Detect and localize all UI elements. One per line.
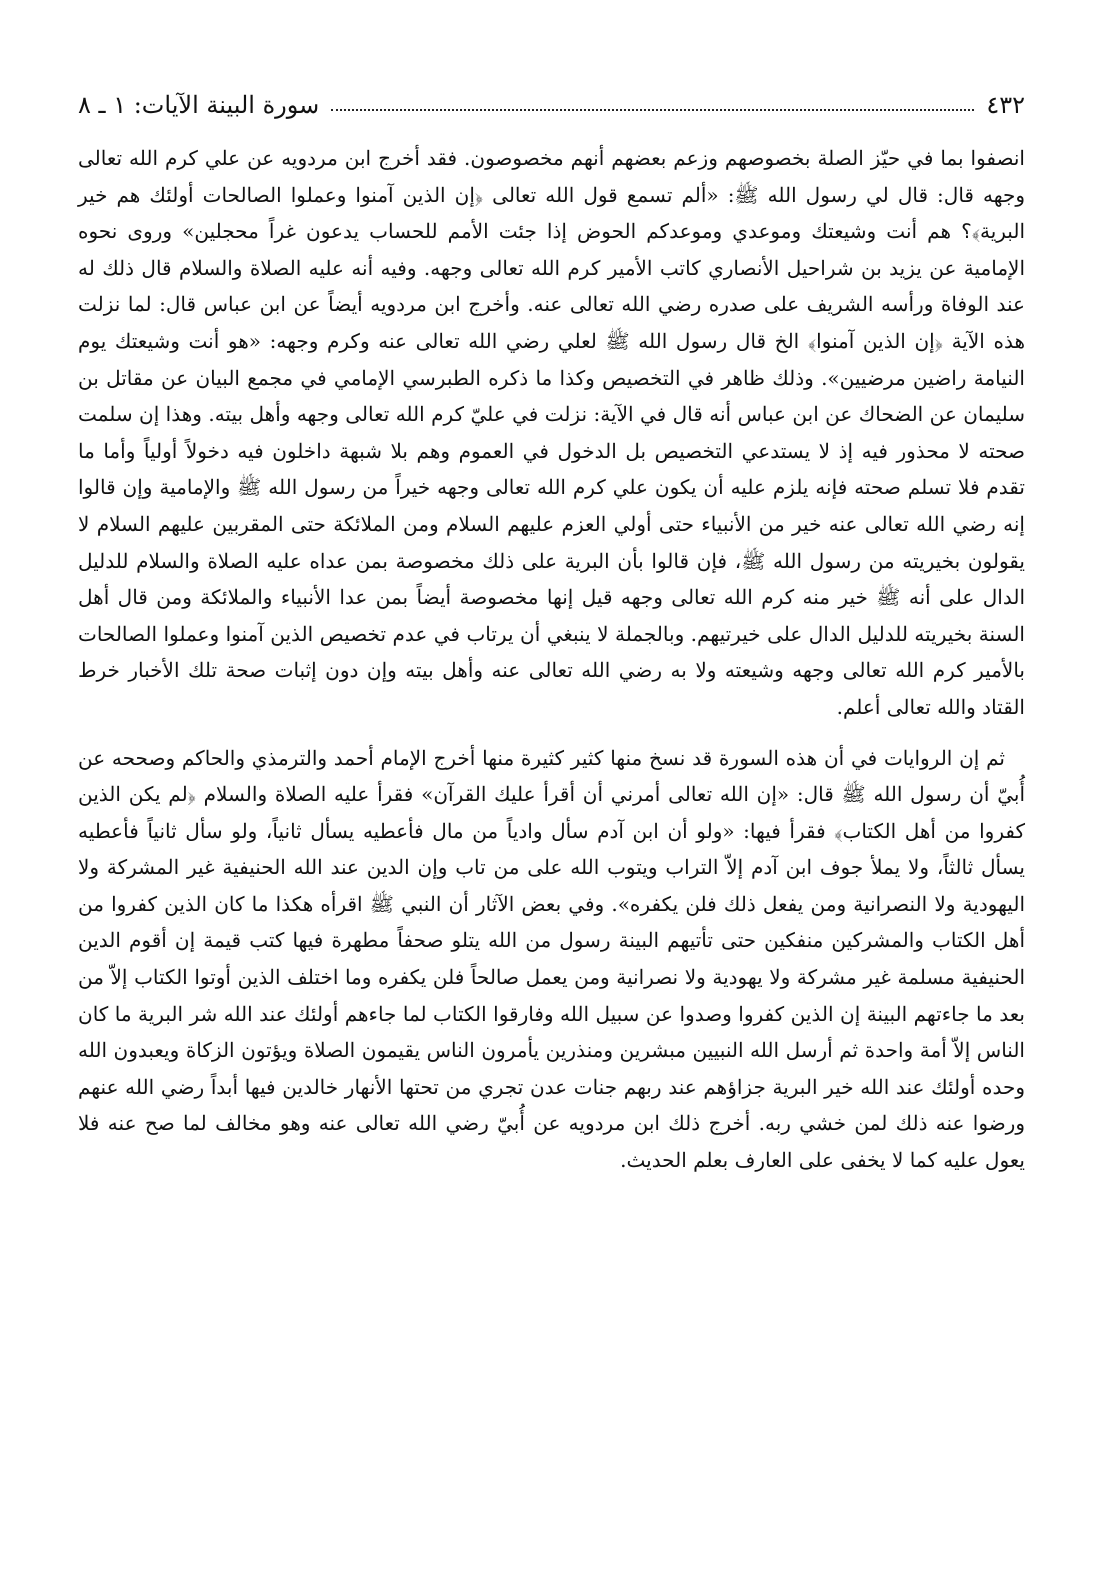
running-header <box>78 88 1025 122</box>
paragraph: ثم إن الروايات في أن هذه السورة قد نسخ منها كثير كثيرة منها أخرج الإمام أحمد والترمذي والحاكم وصححه عن أُبيّ أن رسول الله ﷺ قال: «إن الله تعالى أمرني أن أقرأ عليك القرآن» فقرأ عليه الصلاة والسلام ﴿لم يكن الذين كفروا من أهل الكتاب﴾ فقرأ فيها: «ولو أن ابن آدم سأل وادياً من مال فأعطيه يسأل ثانياً، ولو سأل ثانياً فأعطيه يسأل ثالثاً، ولا يملأ جوف ابن آدم إلاّ التراب ويتوب الله على من تاب وإن الدين عند الله الحنيفية غير المشركة ولا اليهودية ولا النصرانية ومن يفعل ذلك فلن يكفره». وفي بعض الآثار أن النبي ﷺ اقرأه هكذا ما كان الذين كفروا من أهل الكتاب والمشركين منفكين حتى تأتيهم البينة رسول من الله يتلو صحفاً مطهرة فيها كتب قيمة إن أقوم الدين الحنيفية مسلمة غير مشركة ولا يهودية ولا نصرانية ومن يعمل صالحاً فلن يكفره وما اختلف الذين أوتوا الكتاب إلاّ من بعد ما جاءتهم البينة إن الذين كفروا وصدوا عن سبيل الله وفارقوا الكتاب لما جاءهم أولئك عند الله شر البرية ما كان الناس إلاّ أمة واحدة ثم أرسل الله النبيين مبشرين ومنذرين يأمرون الناس يقيمون الصلاة ويؤتون الزكاة ويعبدون الله وحده أولئك عند الله خير البرية جزاؤهم عند ربهم جنات عدن تجري من تحتها الأنهار خالدين فيها أبداً رضي الله عنهم ورضوا عنه ذلك لمن خشي ربه. أخرج ذلك ابن مردويه عن أُبيّ رضي الله تعالى عنه وهو مخالف لما صح عنه فلا يعول عليه كما لا يخفى على العارف بعلم الحديث. <box>78 745 1026 1173</box>
section-title: سورة البينة الآيات: ١ ـ ٨ <box>78 91 320 119</box>
page-number: ٤٣٢ <box>986 91 1025 119</box>
paragraph: انصفوا بما في حيّز الصلة بخصوصهم وزعم بعضهم أنهم مخصوصون. فقد أخرج ابن مردويه عن علي كرم الله تعالى وجهه قال: قال لي رسول الله ﷺ: «ألم تسمع قول الله تعالى ﴿إن الذين آمنوا وعملوا الصالحات أولئك هم خير البرية﴾؟ هم أنت وشيعتك وموعدي وموعدكم الحوض إذا جئت الأمم للحساب يدعون غراً محجلين» وروى نحوه الإمامية عن يزيد بن شراحيل الأنصاري كاتب الأمير كرم الله تعالى وجهه. وفيه أنه عليه الصلاة والسلام قال ذلك له عند الوفاة ورأسه الشريف على صدره رضي الله تعالى عنه. وأخرج ابن مردويه أيضاً عن ابن عباس قال: لما نزلت هذه الآية ﴿إن الذين آمنوا﴾ الخ قال رسول الله ﷺ لعلي رضي الله تعالى عنه وكرم وجهه: «هو أنت وشيعتك يوم النيامة راضين مرضيين». وذلك ظاهر في التخصيص وكذا ما ذكره الطبرسي الإمامي في مجمع البيان عن مقاتل بن سليمان عن الضحاك عن ابن عباس أنه قال في الآية: نزلت في عليّ كرم الله تعالى وجهه وأهل بيته. وهذا إن سلمت صحته لا محذور فيه إذ لا يستدعي التخصيص بل الدخول في العموم وهم بلا شبهة داخلون فيه دخولاً أولياً وأما ما تقدم فلا تسلم صحته فإنه يلزم عليه أن يكون علي كرم الله تعالى وجهه خيراً من رسول الله ﷺ والإمامية وإن قالوا إنه رضي الله تعالى عنه خير من الأنبياء حتى أولي العزم عليهم السلام ومن الملائكة حتى المقربين عليهم السلام لا يقولون بخيريته من رسول الله ﷺ، فإن قالوا بأن البرية على ذلك مخصوصة بمن عداه عليه الصلاة والسلام للدليل الدال على أنه ﷺ خير منه كرم الله تعالى وجهه قيل إنها مخصوصة أيضاً بمن عدا الأنبياء والملائكة ومن قال أهل السنة بخيريته للدليل الدال على خيرتيهم. وبالجملة لا ينبغي أن يرتاب في عدم تخصيص الذين آمنوا وعملوا الصالحات بالأمير كرم الله تعالى وجهه وشيعته ولا به رضي الله تعالى عنه وأهل بيته وإن دون إثبات صحة تلك الأخبار خرط القتاد والله تعالى أعلم. <box>78 146 1026 719</box>
body-text <box>78 140 1025 1179</box>
dotted-leader <box>331 109 974 111</box>
